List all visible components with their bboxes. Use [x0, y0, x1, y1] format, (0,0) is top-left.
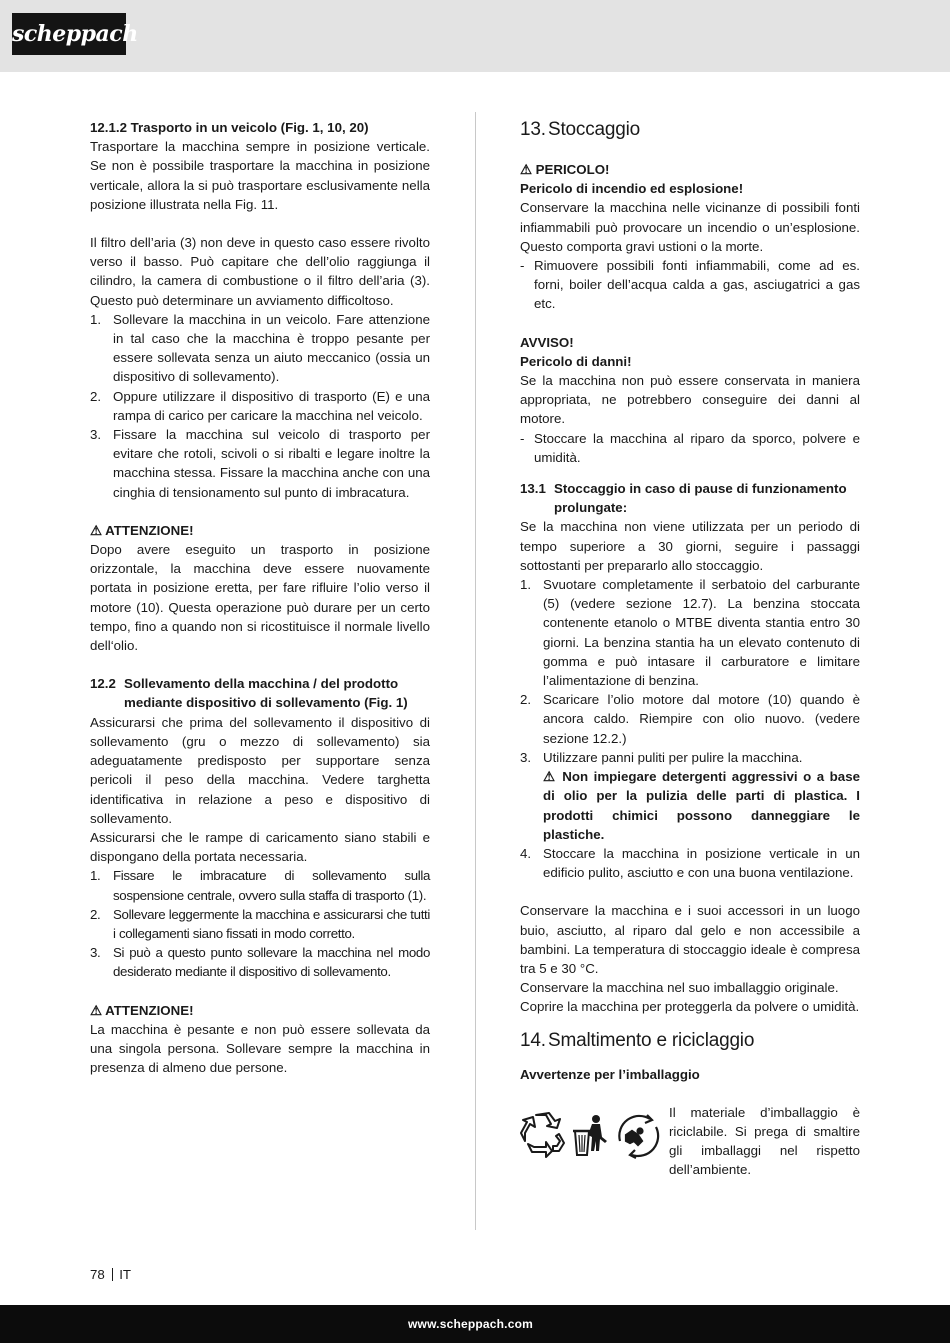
packaging-info [520, 1103, 860, 1183]
notice-title: AVVISO! [520, 334, 574, 350]
page-number: 78 IT [90, 1267, 132, 1282]
section-12-1-2-steps [90, 310, 430, 502]
packaging-icons [520, 1111, 662, 1159]
list-item: 3. Fissare la macchina sul veicolo di trasporto per evitare che rotoli, scivoli o si ribalti e legare inoltre la macchina stessa. Fissare la macchina anche con una cinghia di tensionamento sul punto di imbracatura. [90, 427, 430, 500]
list-item: 1. Svuotare completamente il serbatoio del carburante (5) (vedere sezione 12.7). La benzina stoccata contenente etanolo o MTBE diventa stantia entro 30 giorni. La benzina stantia ha un elevato contenuto di gomma e può intasare il carburatore e limitare l’alimentazione di benzina. [520, 577, 860, 689]
list-item: - Rimuovere possibili fonti infiammabili, come ad es. forni, boiler dell’acqua calda a gas, asciugatrici a gas etc. [520, 258, 860, 312]
section-12-2-steps [90, 866, 430, 981]
list-item: 3. Si può a questo punto sollevare la macchina nel modo desiderato mediante il dispositivo di sollevamento. [90, 945, 430, 980]
danger-subtitle: Pericolo di incendio ed esplosione! [520, 181, 744, 197]
section-12-1-2-paragraph-2: Il filtro dell’aria (3) non deve in questo caso essere rivolto verso il basso. Può capitare che dell’olio raggiunga il cilindro, la camera di combustione o il filtro dell’aria (3). Questo può determinare un avviamento difficoltoso. [90, 235, 430, 308]
section-12-2-heading: 12.2 Sollevamento della macchina / del prodotto mediante dispositivo di sollevamento (Fig. 1) [90, 676, 408, 711]
section-13-1-paragraph-3: Conservare la macchina nel suo imballaggio originale. [520, 980, 839, 996]
danger-text: Conservare la macchina nelle vicinanze di possibili fonti infiammabili può provocare un incendio o un’esplosione. Questo comporta gravi ustioni o la morte. [520, 200, 860, 254]
section-12-2-paragraph-2: Assicurarsi che le rampe di caricamento siano stabili e dispongano della portata necessaria. [90, 829, 430, 865]
list-item: 4. Stoccare la macchina in posizione verticale in un edificio pulito, asciutto e con una buona ventilazione. [520, 845, 860, 881]
list-item: - Stoccare la macchina al riparo da sporco, polvere e umidità. [520, 430, 860, 465]
notice-text: Se la macchina non può essere conservata in maniera appropriata, ne potrebbero conseguire dei danni al motore. [520, 373, 860, 427]
section-13-1-steps [520, 575, 860, 882]
website-link[interactable]: www.scheppach.com [408, 1317, 533, 1331]
list-item: 2. Sollevare leggermente la macchina e assicurarsi che tutti i collegamenti siano fissati in modo corretto. [90, 906, 430, 941]
waste-bin-icon [573, 1115, 607, 1155]
section-13-1-paragraph-2: Conservare la macchina e i suoi accessori in un luogo buio, asciutto, al riparo dal gelo e non accessibile a bambini. La temperatura di stoccaggio ideale è compresa tra 5 e 30 °C. [520, 903, 860, 976]
page-header [0, 0, 950, 72]
section-12-2-paragraph-1: Assicurarsi che prima del sollevamento il dispositivo di sollevamento (gru o mezzo di sollevamento) sia adeguatamente predisposto per supportare senza pericoli il peso della macchina. Vedere targhetta identificativa in relazione a peso e dispositivo di sollevamento. [90, 714, 430, 826]
section-13-1-paragraph-1: Se la macchina non viene utilizzata per un periodo di tempo superiore a 30 giorni, seguire i passaggi sottostanti per prepararlo allo stoccaggio. [520, 519, 860, 573]
attention-title: ⚠ ATTENZIONE! [90, 1002, 194, 1018]
list-item: 2. Oppure utilizzare il dispositivo di trasporto (E) e una rampa di carico per caricare la macchina nel veicolo. [90, 388, 430, 423]
page-footer [0, 1305, 950, 1343]
section-13-1-paragraph-4: Coprire la macchina per proteggerla da polvere o umidità. [520, 999, 860, 1015]
danger-list [520, 256, 860, 314]
column-divider [475, 112, 476, 1230]
section-12-1-2-title: 12.1.2 Trasporto in un veicolo (Fig. 1, 10, 20) [90, 120, 369, 135]
attention-text: La macchina è pesante e non può essere sollevata da una singola persona. Sollevare sempre la macchina in presenza di almeno due persone. [90, 1021, 430, 1076]
list-item: 2. Scaricare l’olio motore dal motore (10) quando è ancora caldo. Riempire con olio nuovo. (vedere sezione 12.2.) [520, 692, 860, 746]
list-item: 1. Sollevare la macchina in un veicolo. Fare attenzione in tal caso che la macchina è troppo pesante per essere sollevata senza un aiuto meccanico (ossia un dispositivo di sollevamento). [90, 311, 430, 385]
section-12-1-2-paragraph-1: Trasportare la macchina sempre in posizione verticale. Se non è possibile trasportare la macchina in posizione verticale, allora la si può trasportare esclusivamente nella posizione illustrata nella Fig. 11. [90, 139, 430, 212]
packaging-text: Il materiale d’imballaggio è riciclabile. Si prega di smaltire gli imballaggi nel rispetto dell’ambiente. [669, 1104, 860, 1178]
section-13-1-heading: 13.1 Stoccaggio in caso di pause di funzionamento prolungate: [520, 481, 847, 516]
packaging-title: Avvertenze per l’imballaggio [520, 1066, 700, 1082]
brand-logo: scheppach [12, 13, 126, 55]
danger-title: ⚠ PERICOLO! [520, 162, 610, 177]
left-column [90, 118, 430, 1077]
attention-title: ⚠ ATTENZIONE! [90, 522, 194, 538]
cleaning-warning: ⚠ Non impiegare detergenti aggressivi o a base di olio per la pulizia delle parti di plastica. I prodotti chimici possono danneggiare le plastiche. [543, 769, 860, 842]
attention-text: Dopo avere eseguito un trasporto in posizione orizzontale, la macchina deve essere nuovamente portata in posizione eretta, per fare rifluire l’olio verso il motore (10). Questa operazione può durare per un certo tempo, fino a quando non si ricostituisce il normale livello dell‘olio. [90, 542, 430, 654]
recycle-hand-icon [619, 1115, 658, 1158]
section-14-title: 14. Smaltimento e riciclaggio [520, 1029, 755, 1051]
notice-subtitle: Pericolo di danni! [520, 353, 632, 369]
recycle-icon [521, 1113, 564, 1157]
list-item: 1. Fissare le imbracature di sollevamento sulla sospensione centrale, ovvero sulla staffa di trasporto (1). [90, 868, 430, 903]
right-column [520, 118, 860, 1183]
notice-list [520, 429, 860, 467]
list-item: 3. Utilizzare panni puliti per pulire la macchina. ⚠ Non impiegare detergenti aggressivi o a base di olio per la pulizia delle parti di plastica. I prodotti chimici possono danneggiare le plastiche. [520, 749, 860, 842]
section-13-title: 13. Stoccaggio [520, 119, 641, 140]
